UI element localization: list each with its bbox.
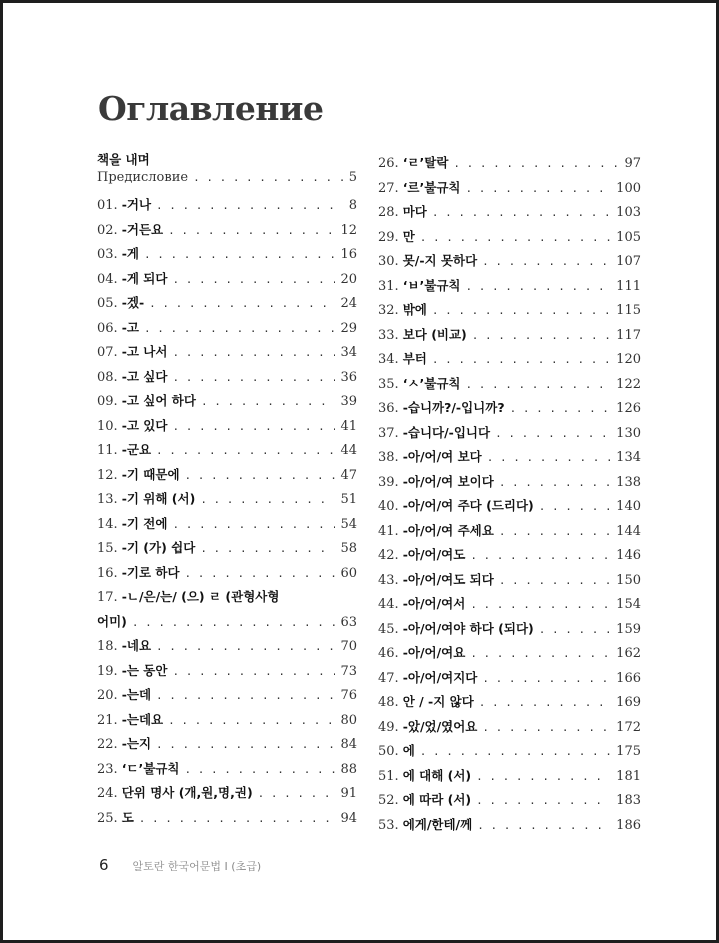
toc-left-column [97,151,357,830]
toc-entry[interactable] [97,218,357,243]
toc-entry-page: 122 [616,376,641,392]
dot-leader [453,152,619,177]
toc-entry-number: 15. [97,541,118,556]
dot-leader [466,275,612,300]
toc-entry[interactable] [97,267,357,292]
toc-entry-number: 06. [97,320,118,336]
dot-leader [156,635,335,660]
toc-entry[interactable] [97,487,357,512]
toc-entry-page: 138 [616,474,641,490]
dot-leader [472,324,611,349]
toc-entry-number: 34. [378,352,399,367]
toc-entry[interactable] [97,708,357,733]
toc-entry[interactable] [378,372,641,397]
toc-entry-label: -기로 하다 [121,564,180,580]
toc-entry-label: ‘ㄷ’불규칙 [121,760,180,776]
toc-entry-label: -거든요 [121,221,164,237]
toc-entry-number: 42. [378,548,399,563]
toc-entry-number: 48. [378,695,399,710]
dot-leader [466,373,612,398]
toc-entry-label: ‘ㄹ’탈락 [402,155,449,170]
dot-leader [258,782,336,807]
dot-leader [156,684,335,709]
toc-entry-label: -기 전에 [121,515,168,531]
toc-entry-number: 13. [97,492,118,507]
toc-entry-page: 140 [616,499,641,514]
toc-entry-number: 21. [97,712,118,728]
toc-entry-page: 58 [340,541,357,556]
toc-entry-number: 37. [378,425,399,441]
page-title: Оглавление [98,89,324,128]
toc-entry-page: 84 [340,737,357,752]
toc-entry-label: -네요 [121,638,152,653]
toc-entry[interactable] [378,666,641,691]
toc-entry-number: 49. [378,719,399,735]
toc-entry-page: 150 [616,572,641,588]
dot-leader [420,226,611,251]
toc-entry-label: -거나 [121,197,152,212]
toc-entry-page: 24 [340,296,357,311]
toc-entry-label: ‘르’불규칙 [402,179,461,195]
toc-entry-page: 47 [340,467,357,483]
dot-leader [172,415,335,440]
toc-entry-label: 만 [402,228,415,244]
toc-entry-number: 35. [378,376,399,392]
toc-entry-number: 32. [378,303,399,318]
toc-entry-label: 에게/한테/께 [402,816,473,832]
dot-leader [499,471,611,496]
toc-entry[interactable] [97,316,357,341]
toc-entry-page: 34 [340,345,357,360]
toc-entry[interactable] [378,200,641,225]
toc-entry-page: 70 [340,639,357,654]
toc-entry-number: 12. [97,467,118,483]
toc-entry[interactable] [378,470,641,495]
dot-leader [172,268,335,293]
toc-entry-label: -고 있다 [121,417,168,433]
toc-entry-label: -겠- [121,295,145,310]
toc-entry-number: 45. [378,621,399,637]
toc-entry[interactable] [97,536,357,561]
toc-entry[interactable] [97,438,357,463]
toc-entry-number: 44. [378,597,399,612]
dot-leader [149,292,335,317]
dot-leader [479,691,611,716]
toc-entry-page: 97 [624,156,641,171]
toc-entry-page: 103 [616,205,641,220]
toc-entry-label: 에 따라 (서) [402,792,472,807]
toc-entry-number: 07. [97,345,118,360]
toc-entry-page: 36 [340,369,357,385]
dot-leader [185,758,336,783]
dot-leader [495,422,611,447]
toc-entry[interactable] [378,274,641,299]
toc-entry[interactable] [378,347,641,372]
toc-entry[interactable] [378,543,641,568]
toc-entry-number: 03. [97,247,118,262]
toc-entry-page: 80 [340,712,357,728]
toc-entry[interactable] [97,757,357,782]
toc-entry-number: 22. [97,737,118,752]
toc-entry[interactable] [97,512,357,537]
toc-entry-page: 8 [348,198,357,213]
toc-entry-label: -습니까?/-입니까? [402,400,505,415]
toc-entry-page: 51 [340,492,357,507]
toc-entry-label: -았/었/였어요 [402,718,478,734]
dot-leader [432,201,611,226]
toc-entry[interactable] [378,715,641,740]
toc-entry-number: 26. [378,156,399,171]
toc-entry-page: 60 [340,565,357,581]
toc-entry[interactable] [97,781,357,806]
dot-leader [168,709,335,734]
dot-leader [193,169,344,187]
toc-entry[interactable] [378,445,641,470]
toc-entry-number: 25. [97,810,118,826]
dot-leader [172,660,335,685]
toc-entry[interactable] [97,659,357,684]
toc-entry[interactable] [378,690,641,715]
toc-entry-number: 08. [97,369,118,385]
toc-entry-label: -아/어/여도 되다 [402,571,494,587]
toc-entry[interactable] [97,634,357,659]
dot-leader [499,569,611,594]
running-title: 알토란 한국어문법 I (초급) [132,860,262,873]
toc-entry-number: 41. [378,523,399,539]
toc-entry-number: 31. [378,278,399,294]
toc-entry-page: 111 [616,278,641,294]
toc-entry-page: 117 [616,327,641,343]
toc-entry[interactable] [378,739,641,764]
toc-entry-label: -고 싶어 하다 [121,393,196,408]
toc-entry[interactable] [378,176,641,201]
toc-entry[interactable] [97,463,357,488]
toc-entry-page: 186 [616,817,641,833]
toc-entry-label: 마다 [402,204,427,219]
dot-leader [185,464,336,489]
dot-leader [487,446,611,471]
dot-leader [185,562,336,587]
toc-left-entries [97,193,357,585]
toc-entry-number: 27. [378,180,399,196]
toc-entry[interactable] [97,242,357,267]
toc-entry-label: ‘ㅂ’불규칙 [402,277,461,293]
toc-entry[interactable] [378,617,641,642]
dot-leader [482,716,611,741]
toc-entry-page: 115 [616,303,641,318]
toc-entry-page: 16 [340,247,357,262]
toc-entry[interactable] [378,592,641,617]
dot-leader [476,789,611,814]
toc-entry-label: -는 동안 [121,662,168,678]
toc-entry-number: 20. [97,688,118,703]
toc-entry-number: 53. [378,817,399,833]
toc-entry-number: 40. [378,499,399,514]
toc-entry-number: 47. [378,670,399,686]
toc-entry-page: 183 [616,793,641,808]
toc-entry-page: 175 [616,744,641,759]
toc-entry-page: 29 [340,320,357,336]
page-number: 6 [99,856,109,874]
toc-entry-label: -는데요 [121,711,164,727]
toc-entry-17[interactable] [97,585,357,634]
toc-entry-number: 04. [97,271,118,287]
section-heading: 책을 내며 [97,152,150,167]
toc-entry-label: -아/어/여 주다 (드리다) [402,498,534,513]
toc-entry-page: 73 [340,663,357,679]
page-footer [99,856,261,874]
toc-entry[interactable] [378,813,641,838]
toc-entry[interactable] [378,568,641,593]
toc-entry-page: 63 [340,614,357,630]
toc-entry-number: 02. [97,222,118,238]
toc-entry-number: 51. [378,768,399,784]
dot-leader [470,544,611,569]
dot-leader [132,611,336,636]
toc-entry-label: 밖에 [402,302,427,317]
toc-entry[interactable] [378,494,641,519]
toc-entry-label: -아/어/여서 [402,596,466,611]
dot-leader [470,593,611,618]
toc-entry-page: 166 [616,670,641,686]
toc-entry[interactable] [378,788,641,813]
toc-entry-page: 91 [340,786,357,801]
toc-entry-number: 36. [378,401,399,416]
toc-entry-label: -아/어/여 보이다 [402,473,494,489]
toc-entry-number: 38. [378,450,399,465]
toc-entry-page: 88 [340,761,357,777]
toc-entry-page: 39 [340,394,357,409]
dot-leader [201,390,335,415]
toc-entry-label: 보다 (비교) [402,326,467,342]
toc-entry-page: 12 [340,222,357,238]
toc-entry-number: 33. [378,327,399,343]
toc-entry-label: -습니다/-입니다 [402,424,491,440]
toc-entry-number: 23. [97,761,118,777]
toc-entry[interactable] [97,389,357,414]
dot-leader [168,219,335,244]
toc-entry[interactable] [378,225,641,250]
toc-entry-number: 39. [378,474,399,490]
dot-leader [539,618,611,643]
dot-leader [156,439,335,464]
toc-entry[interactable] [378,151,641,176]
toc-entry-number: 16. [97,565,118,581]
toc-entry-number: 01. [97,198,118,213]
toc-entry-label: ‘ㅅ’불규칙 [402,375,461,391]
toc-entry[interactable] [378,641,641,666]
dot-leader [432,299,611,324]
toc-entry-number: 46. [378,646,399,661]
dot-leader [200,537,335,562]
toc-entry[interactable] [97,340,357,365]
dot-leader [510,397,612,422]
toc-entry-page: 126 [616,401,641,416]
toc-entry-label-continued: 어미) [97,613,127,629]
toc-entry-label: -ㄴ/은/는/ (으) ㄹ (관형사형 [121,589,280,604]
toc-entry[interactable] [378,298,641,323]
toc-entry-label: 부터 [402,351,427,366]
toc-entry-number: 10. [97,418,118,434]
dot-leader [432,348,611,373]
toc-entry-page: 159 [616,621,641,637]
dot-leader [470,642,611,667]
toc-entry[interactable] [378,519,641,544]
toc-entry-number: 18. [97,639,118,654]
toc-entry-page: 105 [616,229,641,245]
toc-entry-page: 94 [340,810,357,826]
toc-entry[interactable] [97,365,357,390]
toc-entry-number: 50. [378,744,399,759]
toc-entry-label: 도 [121,809,134,825]
toc-entry[interactable] [378,421,641,446]
toc-entry-page: 172 [616,719,641,735]
toc-entry-number: 52. [378,793,399,808]
toc-right-column [378,151,641,837]
toc-entry-label: -아/어/여 보다 [402,449,482,464]
toc-entry-label: -고 [121,319,139,335]
toc-entry-number: 09. [97,394,118,409]
dot-leader [156,733,335,758]
dot-leader [172,341,335,366]
toc-entry-label: -군요 [121,442,152,457]
toc-entry-label: 에 대해 (서) [402,767,472,783]
toc-entry-label: -아/어/여지다 [402,669,478,685]
toc-entry-page: 41 [340,418,357,434]
toc-entry[interactable] [97,683,357,708]
toc-entry-number: 14. [97,516,118,532]
toc-entry-label: -고 싶다 [121,368,168,384]
toc-entry[interactable] [97,806,357,831]
dot-leader [477,814,611,839]
toc-entry-page: 20 [340,271,357,287]
toc-entry[interactable] [378,249,641,274]
toc-entry-page: 144 [616,523,641,539]
toc-entry-label: -기 때문에 [121,466,180,482]
toc-entry-label: -게 되다 [121,270,168,286]
toc-entry-label: -기 위해 (서) [121,491,196,506]
toc-entry-label: -는데 [121,687,152,702]
toc-entry-number: 17. [97,590,118,605]
dot-leader [482,667,611,692]
toc-entry-number: 29. [378,229,399,245]
dot-leader [466,177,612,202]
toc-entry-label: 단위 명사 (개,원,명,권) [121,785,253,800]
toc-entry-page: 5 [348,170,357,185]
toc-entry-label: 안 / -지 않다 [402,694,474,709]
toc-entry-label: -는지 [121,736,152,751]
toc-entry-number: 11. [97,443,118,458]
toc-entry-number: 28. [378,205,399,220]
toc-entry-label: -기 (가) 쉽다 [121,540,196,555]
dot-leader [482,250,611,275]
toc-entry-page: 181 [616,768,641,784]
toc-entry-label: -게 [121,246,139,261]
toc-entry[interactable] [97,732,357,757]
toc-entry-page: 44 [340,443,357,458]
dot-leader [420,740,611,765]
toc-entry[interactable] [378,764,641,789]
dot-leader [499,520,611,545]
toc-entry[interactable] [97,291,357,316]
dot-leader [139,807,336,832]
toc-entry-label: -아/어/여요 [402,645,466,660]
dot-leader [144,317,336,342]
toc-left-entries-after [97,634,357,830]
toc-entry-label: -아/어/여 주세요 [402,522,494,538]
toc-entry-page: 120 [616,352,641,367]
toc-entry-page: 76 [340,688,357,703]
toc-entry[interactable] [378,396,641,421]
toc-entry[interactable] [97,561,357,586]
toc-entry[interactable] [378,323,641,348]
dot-leader [539,495,611,520]
toc-entry-page: 107 [616,254,641,269]
toc-entry-page: 54 [340,516,357,532]
toc-entry-label: 못/-지 못하다 [402,253,478,268]
toc-entry-number: 30. [378,254,399,269]
toc-entry-label: -아/어/여야 하다 (되다) [402,620,534,636]
dot-leader [476,765,611,790]
toc-entry-number: 19. [97,663,118,679]
toc-entry-number: 43. [378,572,399,588]
dot-leader [156,194,344,219]
dot-leader [172,366,335,391]
toc-entry-label: Предисловие [97,170,189,185]
toc-entry-label: -아/어/여도 [402,547,466,562]
toc-entry-number: 05. [97,296,118,311]
dot-leader [172,513,335,538]
toc-entry-number: 24. [97,786,118,801]
dot-leader [144,243,336,268]
toc-right-entries [378,151,641,837]
toc-entry[interactable] [97,414,357,439]
document-page [3,3,716,940]
toc-entry-page: 162 [616,646,641,661]
dot-leader [200,488,335,513]
toc-entry-preface[interactable] [97,169,357,193]
toc-entry-page: 154 [616,597,641,612]
toc-entry-label: 에 [402,743,415,758]
toc-entry-page: 130 [616,425,641,441]
toc-entry-page: 134 [616,450,641,465]
toc-entry-page: 169 [616,695,641,710]
toc-entry[interactable] [97,193,357,218]
toc-entry-label: -고 나서 [121,344,168,359]
toc-entry-page: 146 [616,548,641,563]
toc-entry-page: 100 [616,180,641,196]
